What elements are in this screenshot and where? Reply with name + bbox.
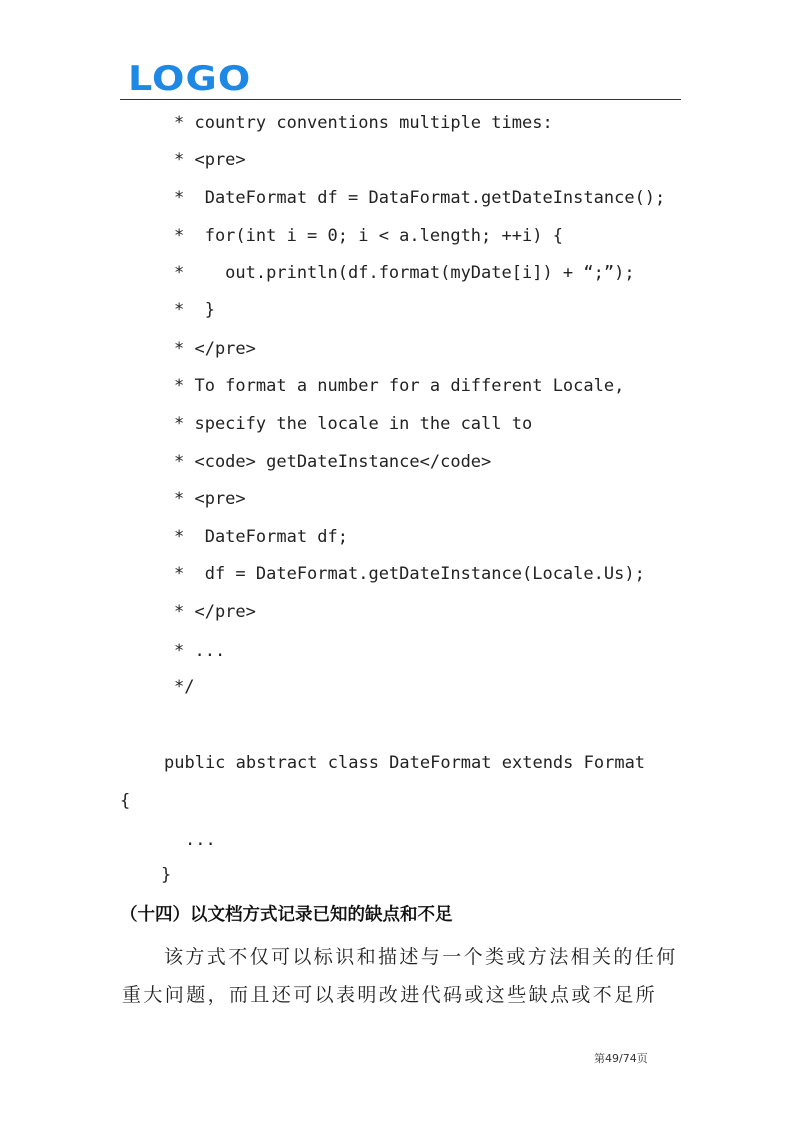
code-line: } bbox=[161, 865, 172, 885]
code-line: * out.println(df.format(myDate[i]) + “;”); bbox=[174, 263, 635, 283]
code-line: * To format a number for a different Locale, bbox=[174, 376, 625, 396]
code-line: * for(int i = 0; i < a.length; ++i) { bbox=[174, 226, 563, 246]
header-divider bbox=[120, 99, 681, 100]
code-line: { bbox=[120, 791, 131, 811]
code-line: * DateFormat df = DataFormat.getDateInstance(); bbox=[174, 188, 666, 208]
code-line: */ bbox=[174, 677, 195, 697]
code-line: * <code> getDateInstance</code> bbox=[174, 452, 492, 472]
code-line: * <pre> bbox=[174, 489, 246, 509]
section-heading: （十四）以文档方式记录已知的缺点和不足 bbox=[120, 905, 453, 925]
body-paragraph: 该方式不仅可以标识和描述与一个类或方法相关的任何重大问题，而且还可以表明改进代码或这些缺点或不足所 bbox=[122, 946, 678, 1006]
code-line: * } bbox=[174, 300, 215, 320]
code-line: * <pre> bbox=[174, 150, 246, 170]
code-line: * DateFormat df; bbox=[174, 527, 348, 547]
page-number: 第49/74页 bbox=[594, 1052, 648, 1065]
code-line: * specify the locale in the call to bbox=[174, 414, 533, 434]
code-line: * country conventions multiple times: bbox=[174, 113, 553, 133]
code-line: * ... bbox=[174, 641, 226, 661]
logo: LOGO bbox=[128, 59, 252, 99]
code-line: * df = DateFormat.getDateInstance(Locale.Us); bbox=[174, 564, 645, 584]
code-line: public abstract class DateFormat extends Format bbox=[164, 753, 646, 773]
code-line: * </pre> bbox=[174, 602, 256, 622]
code-line: * </pre> bbox=[174, 339, 256, 359]
code-line: ... bbox=[185, 830, 216, 850]
